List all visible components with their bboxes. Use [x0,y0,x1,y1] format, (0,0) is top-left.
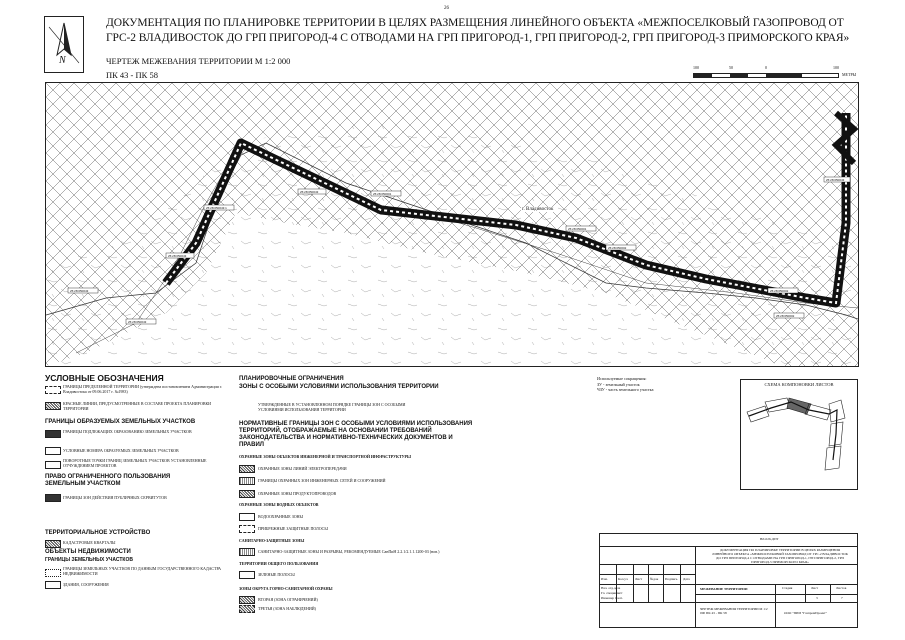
cadastral-map[interactable] [45,82,859,367]
legend-item: УТВЕРЖДЕННЫЕ В УСТАНОВЛЕННОМ ПОРЯДКЕ ГРАНИЦЫ ЗОН С ОСОБЫМИ УСЛОВИЯМИ ИСПОЛЬЗОВАНИЯ ТЕРРИТОРИИ [258,402,406,412]
stamp-line [663,564,664,602]
legend-header: УСЛОВНЫЕ ОБОЗНАЧЕНИЯ [45,373,164,383]
stamp-role: Гл. специалист [601,591,623,595]
stamp-col-header: №док [650,577,659,581]
legend-item: ТРЕТЬЯ (ЗОНА НАБЛЮДЕНИЙ) [258,606,316,611]
legend-item: ЗЕЛЕНЫЕ ПОЛОСЫ [258,572,295,577]
pk-range: ПК 43 - ПК 58 [106,70,158,80]
stamp-line [600,546,857,547]
legend-swatch [239,596,255,604]
title-block [599,533,858,628]
legend-swatch [45,386,61,394]
mining-header: ЗОНЫ ОКРУГА ГОРНО-САНИТАРНОЙ ОХРАНЫ [239,586,333,591]
svg-text:25:28:050043: 25:28:050043 [70,289,89,293]
stamp-col-header: Кол.уч [618,577,628,581]
stamp-line [695,594,857,595]
legend-item: ВТОРАЯ (ЗОНА ОГРАНИЧЕНИЙ) [258,597,318,602]
document-title: ДОКУМЕНТАЦИЯ ПО ПЛАНИРОВКЕ ТЕРРИТОРИИ В ЦЕЛЯХ РАЗМЕЩЕНИЯ ЛИНЕЙНОГО ОБЪЕКТА «МЕЖПОСЕЛКОВЫЙ ГАЗОПРОВОД ОТ ГРС-2 ВЛАДИВОСТОК ДО ГРП ПРИГОРОД-4 С ОТВОДАМИ НА ГРП ПРИГОРОД-1, ГРП ПРИГОРОД-2, ГРП ПРИГОРОД-3 ПРИМОРСКОГО КРАЯ» [106,17,850,44]
svg-text:25:28:050043: 25:28:050043 [826,178,845,182]
scale-tick-label: 100 [693,65,699,70]
scale-tick-label: 50 [729,65,733,70]
page-number: 26 [444,6,449,11]
legend-swatch [239,465,255,473]
abbreviation-item: ЗУ - земельный участок [597,381,640,387]
sanitary-header: САНИТАРНО-ЗАЩИТНЫЕ ЗОНЫ [239,538,305,543]
svg-text:25:28:050001: 25:28:050001 [568,227,587,231]
scale-tick-label: 0 [765,65,767,70]
legend-swatch [239,477,255,485]
zones-header: ЗОНЫ С ОСОБЫМИ УСЛОВИЯМИ ИСПОЛЬЗОВАНИЯ ТЕРРИТОРИИ [239,384,439,390]
engineering-header: ОХРАННЫЕ ЗОНЫ ОБЪЕКТОВ ИНЖЕНЕРНОЙ И ТРАНСПОРТНОЙ ИНФРАСТРУКТУРЫ [239,454,411,459]
drawing-subtitle: ЧЕРТЕЖ МЕЖЕВАНИЯ ТЕРРИТОРИИ М 1:2 000 [106,56,291,66]
svg-text:25:28:050043:1: 25:28:050043:1 [206,206,227,210]
city-label: г. Владивосток [522,207,554,212]
public-header: ТЕРРИТОРИИ ОБЩЕГО ПОЛЬЗОВАНИЯ [239,561,319,566]
restrictions-header: ПЛАНИРОВОЧНЫЕ ОГРАНИЧЕНИЯ [239,376,344,382]
legend-swatch [239,605,255,613]
legend-item: ЗДАНИЯ, СООРУЖЕНИЯ [63,582,109,587]
stamp-line [775,602,776,627]
legend-item: ОХРАННЫЕ ЗОНЫ ЛИНИЙ ЭЛЕКТРОПЕРЕДАЧИ [258,466,347,471]
legend-swatch [45,461,61,469]
stamp-line [633,564,634,602]
legend-swatch [239,571,255,579]
legend-swatch [45,494,61,502]
legend-item: ВОДООХРАННЫЕ ЗОНЫ [258,514,304,519]
legend-swatch [45,430,61,438]
stamp-code: ВЛ-026-ДПТ [760,537,779,541]
stamp-role: Нач. отд.дела [601,586,621,590]
scale-segment [694,74,712,77]
stamp-sheets-total: 7 [841,596,843,600]
legend-item: ПОВОРОТНЫЕ ТОЧКИ ГРАНИЦ ЗЕМЕЛЬНЫХ УЧАСТКОВ УСТАНОВЛЕННЫЕ ОТЧУЖДЕНИЕМ ПРОЕКТОВ [63,458,207,468]
svg-text:25:28:050002: 25:28:050002 [770,289,789,293]
stamp-line [775,584,776,602]
legend-swatch [45,540,61,548]
legend-section: ТЕРРИТОРИАЛЬНОЕ УСТРОЙСТВО [45,530,151,536]
legend-item: ГРАНИЦЫ ПРЕДЕЛЕННОЙ ТЕРРИТОРИИ (утверждена постановлением Администрации г. Владивостока от 09.06.2017 г. №1983) [63,384,222,394]
legend-swatch [239,548,255,556]
scale-bar [693,65,843,79]
stamp-section: МЕЖЕВАНИЕ ТЕРРИТОРИИ [700,587,748,591]
legend-section: ПРАВО ОГРАНИЧЕННОГО ПОЛЬЗОВАНИЯ ЗЕМЕЛЬНЫМ УЧАСТКОМ [45,474,171,487]
stamp-line [600,584,857,585]
legend-swatch [239,490,255,498]
legend-item: САНИТАРНО-ЗАЩИТНЫЕ ЗОНЫ И РАЗРЫВЫ, РЕКОМЕНДУЕМЫЕ СанПиН 2.2.1/2.1.1.1200-03 (нов.) [258,549,440,554]
svg-text:25:28:050001: 25:28:050001 [373,192,392,196]
stamp-line [830,584,831,602]
legend-item: ГРАНИЦЫ ЗЕМЕЛЬНЫХ УЧАСТКОВ ПО ДАННЫМ ГОСУДАРСТВЕННОГО КАДАСТРА НЕДВИЖИМОСТИ [63,566,222,576]
svg-text:25:28:050043: 25:28:050043 [128,320,147,324]
scale-bar-track [693,73,839,78]
scale-units: МЕТРЫ [842,72,857,77]
legend-section: ГРАНИЦЫ ЗЕМЕЛЬНЫХ УЧАСТКОВ [45,557,133,563]
svg-text:25:28:050043: 25:28:050043 [300,190,319,194]
svg-text:25:28:050002: 25:28:050002 [608,246,627,250]
scale-tick-label: 100 [833,65,839,70]
legend-item: ПРИБРЕЖНЫЕ ЗАЩИТНЫЕ ПОЛОСЫ [258,526,328,531]
stamp-col-header: Подпись [665,577,678,581]
water-header: ОХРАННЫЕ ЗОНЫ ВОДНЫХ ОБЪЕКТОВ [239,502,319,507]
stamp-drawing-name: ЧЕРТЕЖ МЕЖЕВАНИЯ ТЕРРИТОРИИ М 1:2 000 ПК 43 - ПК 58 [700,607,768,615]
stamp-stage-header: Стадия [782,586,793,590]
stamp-line [648,564,649,602]
legend-section: ОБЪЕКТЫ НЕДВИЖИМОСТИ [45,549,131,555]
abbreviations-header: Используемые сокращения: [597,376,647,381]
stamp-col-header: Дата [683,577,690,581]
legend-swatch [239,513,255,521]
svg-text:25:28:050043: 25:28:050043 [168,254,187,258]
legend-swatch [45,447,61,455]
stamp-line [680,564,681,602]
stamp-sheet-number: 3 [816,596,818,600]
legend-item: ГРАНИЦЫ ОХРАННЫХ ЗОН ИНЖЕНЕРНЫХ СЕТЕЙ И СООРУЖЕНИЙ [258,478,386,483]
normative-header: НОРМАТИВНЫЕ ГРАНИЦЫ ЗОН С ОСОБЫМИ УСЛОВИЯМИ ИСПОЛЬЗОВАНИЯ ТЕРРИТОРИЙ, ОТОБРАЖАЕМЫЕ НА ОСНОВАНИИ ТРЕБОВАНИЙ ЗАКОНОДАТЕЛЬСТВА И НОРМАТИВНО-ТЕХНИЧЕСКИХ ДОКУМЕНТОВ И ПРАВИЛ [239,421,473,448]
legend-item: ГРАНИЦЫ ПОДЛЕЖАЩИХ ОБРАЗОВАНИЮ ЗЕМЕЛЬНЫХ УЧАСТКОВ [63,429,192,434]
abbreviation-item: ЧЗУ - часть земельного участка [597,387,654,392]
stamp-line [695,546,696,627]
legend-swatch [45,402,61,410]
stamp-col-header: Изм. [601,577,608,581]
north-arrow-icon [44,16,84,73]
stamp-doc-title: ДОКУМЕНТАЦИЯ ПО ПЛАНИРОВКЕ ТЕРРИТОРИИ В ЦЕЛЯХ РАЗМЕЩЕНИЯ ЛИНЕЙНОГО ОБЪЕКТА «МЕЖПОСЕЛКОВЫЙ ГАЗОПРОВОД ОТ ГРС-2 ВЛАДИВОСТОК ДО ГРП ПРИГОРОД-4 С ОТВОДАМИ НА ГРП ПРИГОРОД-1, ГРП ПРИГОРОД-2, ГРП ПРИГОРОД-3 ПРИМОРСКОГО КРАЯ» [712,548,848,564]
scheme-title: СХЕМА КОМПОНОВКИ ЛИСТОВ [764,382,834,387]
legend-item: КАДАСТРОВЫЕ КВАРТАЛЫ [63,540,116,545]
stamp-line [600,602,857,603]
sheet-layout-scheme [740,379,858,490]
stamp-col-header: Лист [635,577,643,581]
legend-item: ОХРАННЫЕ ЗОНЫ ПРОДУКТОПРОВОДОВ [258,491,337,496]
stamp-line [600,564,857,565]
legend-swatch [45,569,61,577]
legend-item: ГРАНИЦЫ ЗОН ДЕЙСТВИЯ ПУБЛИЧНЫХ СЕРВИТУТОВ [63,495,167,500]
legend-item: УСЛОВНЫЕ НОМЕРА ОБРАЗУЕМЫХ ЗЕМЕЛЬНЫХ УЧАСТКОВ [63,448,179,453]
abbreviations [597,376,653,393]
legend-swatch [45,581,61,589]
legend-section: ГРАНИЦЫ ОБРАЗУЕМЫХ ЗЕМЕЛЬНЫХ УЧАСТКОВ [45,419,196,425]
stamp-company: ООО "ПИИ "ГазпромПроект" [784,611,828,615]
scale-segment [766,74,802,77]
stamp-line [805,584,806,602]
stamp-sheet-header: Лист [811,586,819,590]
stamp-role: Инженер 1 кат. [601,596,623,600]
svg-text:25:28:050002: 25:28:050002 [776,314,795,318]
stamp-sheets-header: Листов [836,586,847,590]
legend-item: КРАСНЫЕ ЛИНИИ, ПРЕДУСМОТРЕННЫЕ В СОСТАВЕ ПРОЕКТА ПЛАНИРОВКИ ТЕРРИТОРИИ [63,401,212,411]
legend-swatch [239,525,255,533]
scale-segment [730,74,748,77]
north-letter: N [59,55,66,66]
